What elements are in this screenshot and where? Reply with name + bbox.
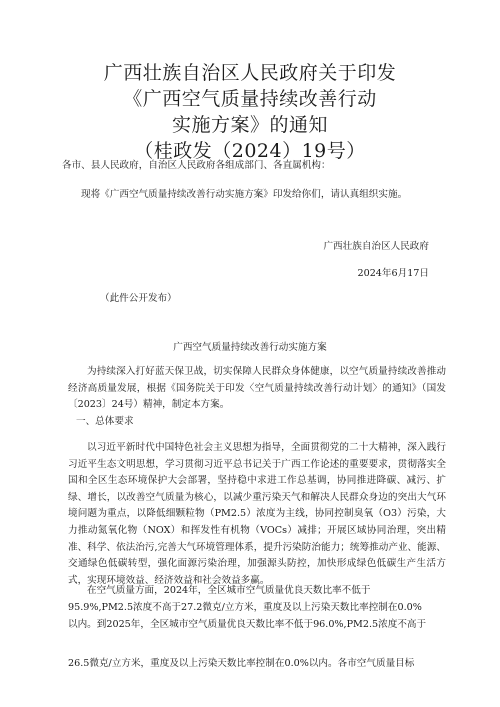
section-1-heading: 一、总体要求 — [76, 416, 134, 427]
notice-title — [0, 60, 500, 164]
notice-title-line-4: （桂政发（2024）19号） — [134, 140, 366, 162]
section-1-paragraph: 以习近平新时代中国特色社会主义思想为指导，全面贯彻党的二十大精神，深入践行习近平生态文明思想，学习贯彻习近平总书记关于广西工作论述的重要要求，贯彻落实全国和全区生态环境保护大会部署，坚持稳中求进工作总基调，协同推进降碳、减污、扩绿、增长，以改善空气质量为核心，以减少重污染天气和解决人民群众身边的突出大气环境问题为重点，以降低细颗粒物（PM2.5）浓度为主线，协同控制臭氧（O3）污染，大力推动氮氧化物（NOX）和挥发性有机物（VOCs）减排；开展区域协同治理，突出精准、科学、依法治污,完善大气环境管理体系，提升污染防治能力；统筹推动产业、能源、交通绿色低碳转型，强化面源污染治理，加强源头防控，加快形成绿色低碳生产生活方式，实现环境效益、经济效益和社会效益多赢。 — [68, 442, 446, 586]
plan-title: 广西空气质量持续改善行动实施方案 — [173, 342, 327, 353]
publication-note: （此件公开发布） — [100, 293, 177, 304]
targets-line-4: 26.5微克/立方米，重度及以上污染天数比率控制在0.0%以内。各市空气质量目标 — [68, 658, 415, 669]
notice-title-line-2: 《广西空气质量持续改善行动 — [123, 88, 377, 110]
targets-line-2: 95.9%,PM2.5浓度不高于27.2微克/立方米，重度及以上污染天数比率控制在0.0% — [68, 602, 422, 613]
issuer: 广西壮族自治区人民政府 — [323, 241, 429, 252]
notice-body: 现将《广西空气质量持续改善行动实施方案》印发给你们，请认真组织实施。 — [81, 189, 408, 200]
targets-line-3: 以内。到2025年，全区城市空气质量优良天数比率不低于96.0%,PM2.5浓度不高于 — [68, 619, 427, 630]
notice-title-line-3: 实施方案》的通知 — [171, 114, 328, 136]
addressee: 各市、县人民政府，自治区人民政府各组成部门、各直属机构： — [62, 160, 331, 171]
targets-line-1: 在空气质量方面，2024年，全区城市空气质量优良天数比率不低于 — [87, 585, 371, 596]
plan-intro: 为持续深入打好蓝天保卫战，切实保障人民群众身体健康，以空气质量持续改善推动经济高质量发展，根据《国务院关于印发〈空气质量持续改善行动计划〉的通知》（国发〔2023〕24号）精神，制定本方案。 — [68, 366, 446, 411]
notice-title-line-1: 广西壮族自治区人民政府关于印发 — [103, 62, 397, 84]
issue-date: 2024年6月17日 — [357, 268, 429, 279]
